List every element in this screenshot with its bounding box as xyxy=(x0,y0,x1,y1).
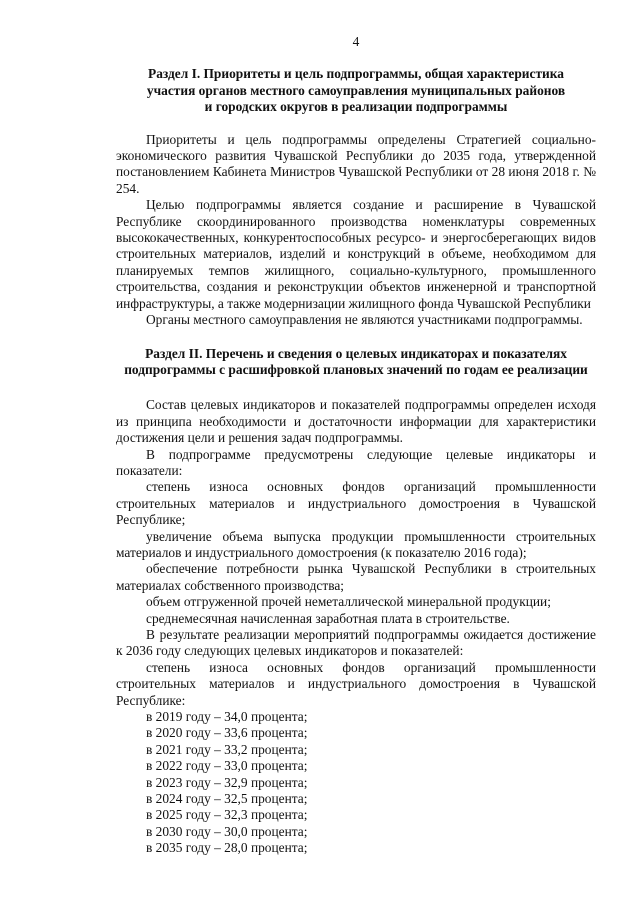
paragraph-local-authorities: Органы местного самоуправления не являются участниками подпрограммы. xyxy=(146,312,583,328)
year-value-item: в 2023 году – 32,9 процента; xyxy=(146,774,308,790)
section-2-heading-line: Раздел II. Перечень и сведения о целевых индикаторах и показателях xyxy=(145,345,567,361)
year-value-item: в 2035 году – 28,0 процента; xyxy=(146,840,308,856)
paragraph-priorities: Приоритеты и цель подпрограммы определены Стратегией социально-экономического развития Чувашской Республики до 2035 года, утвержденной постановлением Кабинета Министров Чувашской Республики от 28 июня 2018 г. № 254. xyxy=(116,131,596,196)
year-value-item: в 2022 году – 33,0 процента; xyxy=(146,758,308,774)
section-2-heading-line: подпрограммы с расшифровкой плановых значений по годам ее реализации xyxy=(124,361,588,377)
paragraph-expected-results: В результате реализации мероприятий подпрограммы ожидается достижение к 2036 году следующих целевых индикаторов и показателей: xyxy=(116,627,596,659)
section-2-body xyxy=(116,397,596,856)
indicator-item: обеспечение потребности рынка Чувашской Республики в строительных материалах собственного производства; xyxy=(116,561,596,593)
section-1-heading-line: Раздел I. Приоритеты и цель подпрограммы, общая характеристика xyxy=(148,66,564,82)
section-1-heading xyxy=(116,66,596,115)
paragraph-indicators-composition: Состав целевых индикаторов и показателей подпрограммы определен исходя из принципа необходимости и достаточности информации для характеристики достижения цели и решения задач подпрограммы. xyxy=(116,397,596,446)
page-number: 4 xyxy=(352,34,360,49)
section-1-heading-line: участия органов местного самоуправления муниципальных районов xyxy=(146,82,566,98)
section-2-heading xyxy=(116,346,596,379)
year-value-item: в 2020 году – 33,6 процента; xyxy=(146,725,308,741)
year-value-item: в 2019 году – 34,0 процента; xyxy=(146,709,308,725)
indicator-item: степень износа основных фондов организаций промышленности строительных материалов и индустриального домостроения в Чувашской Республике: xyxy=(116,659,596,708)
year-value-item: в 2025 году – 32,3 процента; xyxy=(146,807,308,823)
paragraph-goal: Целью подпрограммы является создание и расширение в Чувашской Республике скоординированного производства номенклатуры современных высококачественных, конкурентоспособных ресурсо- и энергосберегающих видов строительных материалов, изделий и конструкций в объеме, необходимом для планируемых темпов жилищного, социально-культурного, промышленного строительства, создания и реконструкции объектов инженерной и транспортной инфраструктуры, а также модернизации жилищного фонда Чувашской Республики xyxy=(116,197,596,311)
year-value-item: в 2024 году – 32,5 процента; xyxy=(146,791,308,807)
year-value-item: в 2030 году – 30,0 процента; xyxy=(146,823,308,839)
indicator-item: увеличение объема выпуска продукции промышленности строительных материалов и индустриального домостроения (к показателю 2016 года); xyxy=(116,528,596,560)
indicator-item: среднемесячная начисленная заработная плата в строительстве. xyxy=(146,610,510,626)
indicator-item: степень износа основных фондов организаций промышленности строительных материалов и индустриального домостроения в Чувашской Республике; xyxy=(116,479,596,528)
section-1-heading-line: и городских округов в реализации подпрограммы xyxy=(204,99,508,115)
paragraph-indicators-intro: В подпрограмме предусмотрены следующие целевые индикаторы и показатели: xyxy=(116,446,596,478)
year-value-item: в 2021 году – 33,2 процента; xyxy=(146,741,308,757)
section-1-body xyxy=(116,132,596,329)
indicator-item: объем отгруженной прочей неметаллической минеральной продукции; xyxy=(146,594,551,610)
